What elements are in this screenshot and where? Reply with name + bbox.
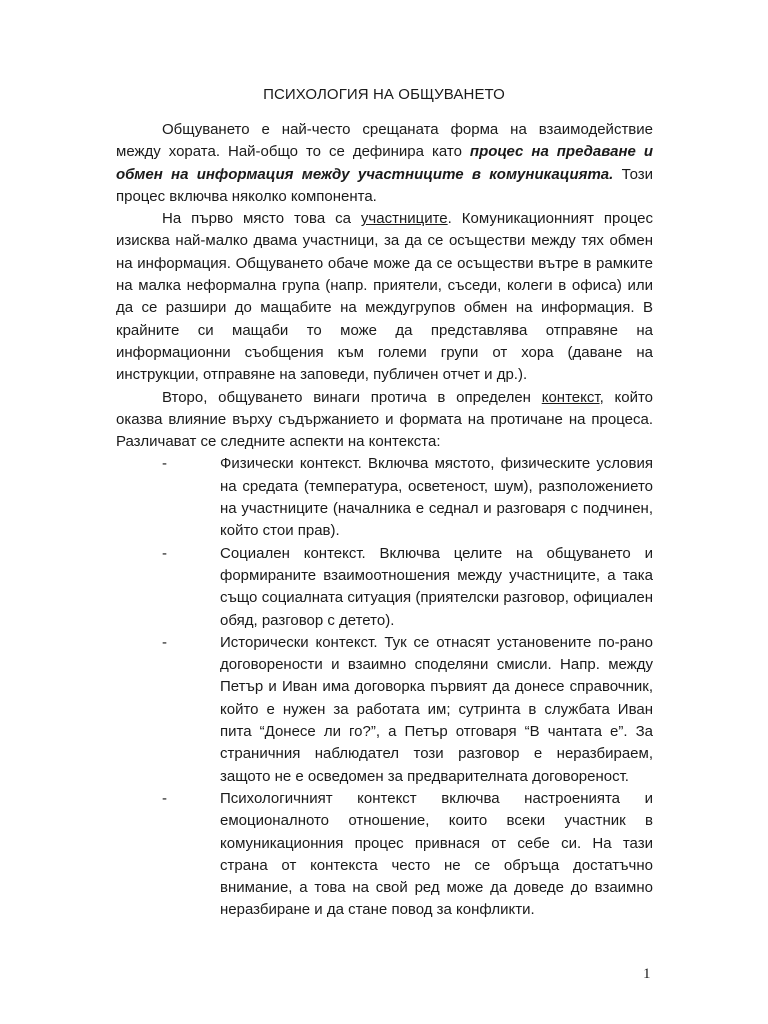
list-bullet: - <box>162 789 167 807</box>
paragraph-2 <box>116 208 653 386</box>
paragraph-1 <box>116 119 653 208</box>
page-number: 1 <box>643 966 651 982</box>
document-body <box>116 119 653 922</box>
list-item <box>116 788 653 922</box>
list-item-text: Психологичният контекст включва настроенията и емоционалното отношение, които всеки участник в комуникационния процес привнася от себе си. На тази страна от контекста често не се обръща достатъчно внимание, а това на свой ред може да доведе до взаимно неразбиране и да стане повод за конфликти. <box>220 789 653 919</box>
context-aspects-list <box>116 453 653 921</box>
p2-text-end: . Комуникационният процес изисква най-малко двама участници, за да се осъществи между тях обмен на информация. Общуването обаче може да се осъществи вътре в рамките на малка неформална група (напр. приятели, съседи, колеги в офиса) или да се разшири до мащабите на междугрупов обмен на информация. В крайните си мащаби то може да представлява отправяне на информационни съобщения към големи групи от хора (даване на инструкции, отправяне на заповеди, публичен отчет и др.). <box>116 210 653 384</box>
list-item <box>116 453 653 542</box>
list-bullet: - <box>162 455 167 473</box>
p2-text-start: На първо място това са <box>162 210 361 228</box>
list-item <box>116 632 653 788</box>
p1-text-end: Този процес включва няколко компонента. <box>116 165 653 205</box>
p3-text-start: Второ, общуването винаги протича в определен <box>162 388 542 406</box>
paragraph-3 <box>116 387 653 454</box>
p1-bold-definition: процес на предаване и обмен на информация между участниците в комуникацията. <box>116 143 653 183</box>
list-item <box>116 543 653 632</box>
p2-underlined-term: участниците <box>360 210 448 228</box>
list-bullet: - <box>162 633 167 651</box>
list-bullet: - <box>162 544 167 562</box>
p1-text-start: Общуването е най-често срещаната форма на взаимодействие между хората. Най-общо то се дефинира като <box>116 121 653 161</box>
list-item-text: Социален контекст. Включва целите на общуването и формираните взаимоотношения между участниците, а така също социалната ситуация (приятелски разговор, официален обяд, разговор с детето). <box>220 544 653 629</box>
list-item-text: Физически контекст. Включва мястото, физическите условия на средата (температура, осветеност, шум), разположението на участниците (началника е седнал и разговаря с подчинен, който стои прав). <box>220 455 653 540</box>
p3-underlined-term: контекст <box>541 388 600 406</box>
p3-text-end: , който оказва влияние върху съдържанието и формата на протичане на процеса. Различават се следните аспекти на контекста: <box>116 388 653 451</box>
list-item-text: Исторически контекст. Тук се отнасят установените по-рано договорености и взаимно споделяни смисли. Напр. между Петър и Иван има договорка първият да донесе справочник, който е нужен за работата им; сутринта в службата Иван пита “Донесе ли го?”, а Петър отговаря “В чантата е”. За страничния наблюдател този разговор е неразбираем, защото не е осведомен за предварителната договореност. <box>220 633 653 785</box>
page-title: ПСИХОЛОГИЯ НА ОБЩУВАНЕТО <box>263 86 505 103</box>
